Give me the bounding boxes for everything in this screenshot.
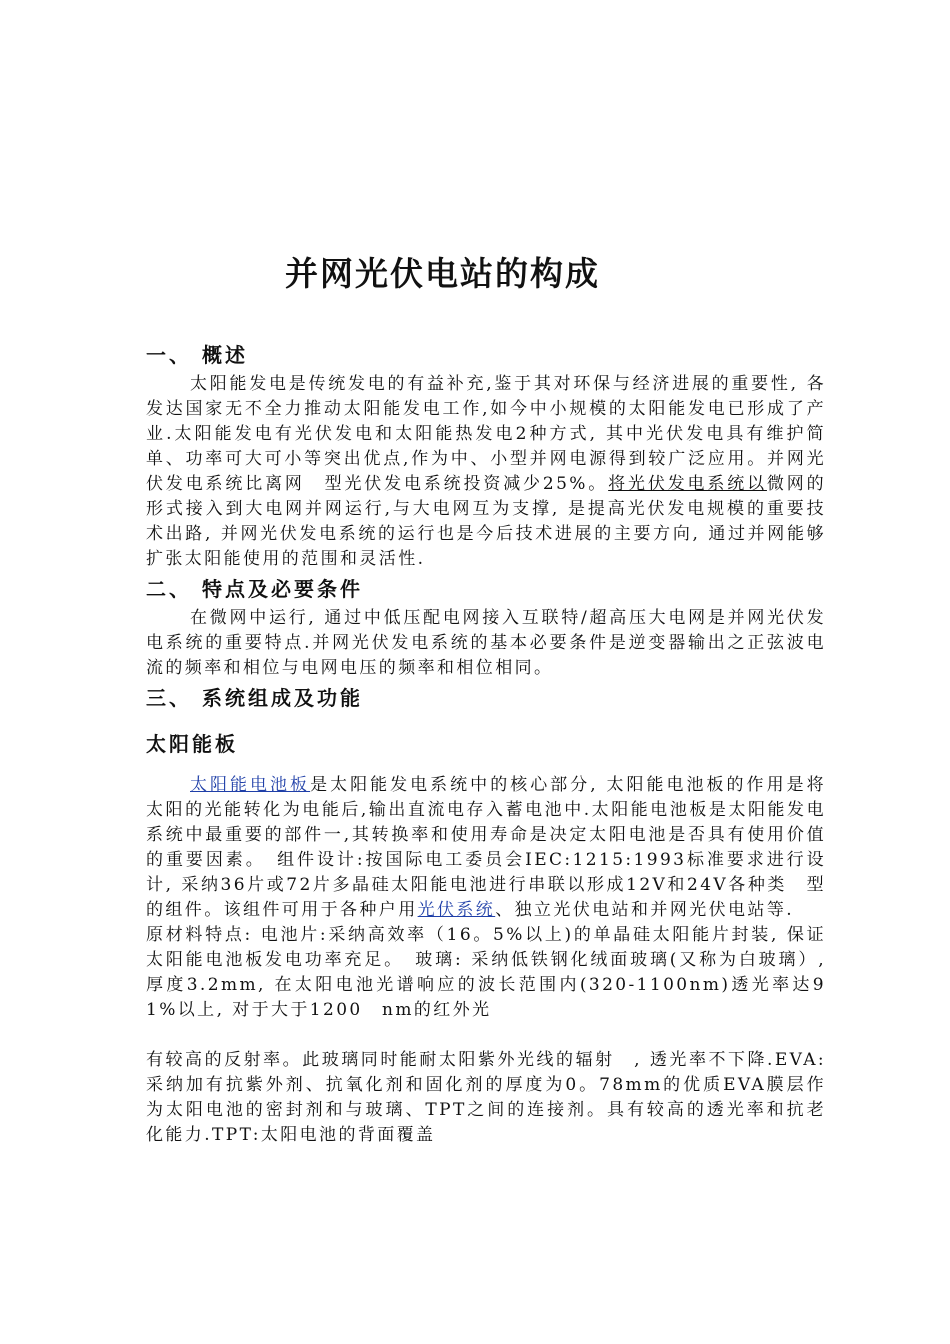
section-heading-features: 二、 特点及必要条件 bbox=[146, 577, 363, 601]
page-title: 并网光伏电站的构成 bbox=[285, 254, 600, 293]
section-heading-system: 三、 系统组成及功能 bbox=[146, 686, 363, 710]
overview-underlined-text: 将光伏发电系统以 bbox=[608, 474, 767, 494]
overview-paragraph bbox=[146, 372, 826, 572]
features-paragraph: 在微网中运行, 通过中低压配电网接入互联特/超高压大电网是并网光伏发电系统的重要特点.并网光伏发电系统的基本必要条件是逆变器输出之正弦波电流的频率和相位与电网电压的频率和相位相同。 bbox=[146, 608, 826, 678]
overview-text-a: 太阳能发电是传统发电的有益补充,鉴于其对环保与经济进展的重要性, 各发达国家无不全力推动太阳能发电工作,如今中小规模的太阳能发电已形成了产业.太阳能发电有光伏发电和太阳能热发电2种方式, 其中光伏发电具有维护简单、功率可大可小等突出优点,作为中、小型并网电源得到较广泛应用。并网光伏发电系统比离网 型光伏发电系统投资减少25%。 bbox=[146, 374, 826, 494]
spacer bbox=[146, 1023, 826, 1048]
spacer bbox=[146, 715, 826, 727]
document-body bbox=[146, 338, 826, 1148]
subsection-heading-solar-panel: 太阳能板 bbox=[146, 732, 238, 756]
solar-panel-paragraph bbox=[146, 773, 826, 923]
overview-text-b: 微网的形式接入到大电网并网运行,与大电网互为支撑, 是提高光伏发电规模的重要技术出路, 并网光伏发电系统的运行也是今后技术进展的主要方向, 通过并网能够扩张太阳能使用的范围和灵活性. bbox=[146, 474, 827, 569]
solar-panel-text-b: 、独立光伏电站和并网光伏电站等. bbox=[495, 900, 795, 920]
pv-system-link[interactable]: 光伏系统 bbox=[417, 900, 496, 920]
materials-paragraph: 原材料特点: 电池片:采纳高效率（16。5%以上)的单晶硅太阳能片封装, 保证太阳能电池板发电功率充足。 玻璃: 采纳低铁钢化绒面玻璃(又称为白玻璃）, 厚度3.2mm, 在太阳电池光谱响应的波长范围内(320-1100nm)透光率达91%以上, 对于大于1200 nm的红外光 bbox=[146, 925, 826, 1020]
solar-panel-link[interactable]: 太阳能电池板 bbox=[190, 775, 311, 795]
section-heading-overview: 一、 概述 bbox=[146, 343, 248, 367]
materials-paragraph-continued: 有较高的反射率。此玻璃同时能耐太阳紫外光线的辐射 , 透光率不下降.EVA: 采纳加有抗紫外剂、抗氧化剂和固化剂的厚度为0。78mm的优质EVA膜层作为太阳电池的密封剂和与玻璃、TPT之间的连接剂。具有较高的透光率和抗老化能力.TPT:太阳电池的背面覆盖 bbox=[146, 1050, 826, 1145]
spacer bbox=[146, 761, 826, 773]
solar-panel-text-a: 是太阳能发电系统中的核心部分, 太阳能电池板的作用是将太阳的光能转化为电能后,输出直流电存入蓄电池中.太阳能电池板是太阳能发电系统中最重要的部件一,其转换率和使用寿命是决定太阳电池是否具有使用价值的重要因素。 组件设计:按国际电工委员会IEC:1215:1993标准要求进行设计, 采纳36片或72片多晶硅太阳能电池进行串联以形成12V和24V各种类 型的组件。该组件可用于各种户用 bbox=[146, 775, 826, 920]
